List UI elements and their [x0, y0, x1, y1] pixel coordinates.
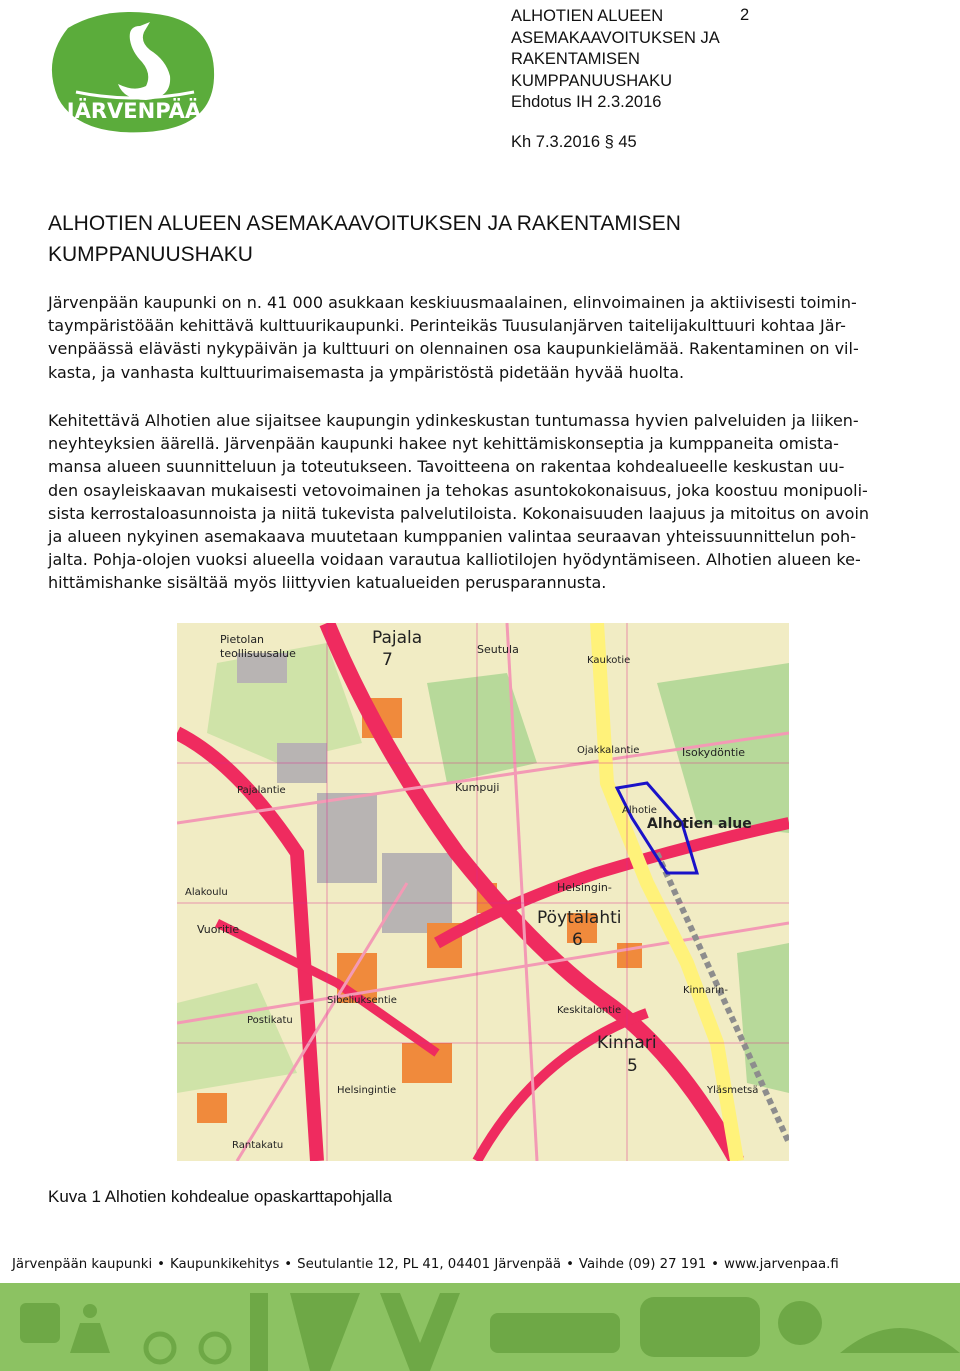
area-map: [177, 623, 789, 1161]
district-label: Pajala: [372, 628, 423, 648]
map-label: Vuoritie: [197, 923, 240, 936]
header-line: ASEMAKAAVOITUKSEN JA: [511, 28, 720, 47]
map-label: Kaukotie: [587, 655, 631, 666]
text-line: den osayleiskaavan mukaisesti vetovoimainen ja tehokas asuntokokonaisuus, joka koostuu monipuoli-: [48, 480, 868, 500]
district-label: 5: [627, 1056, 638, 1076]
intro-paragraph: [48, 291, 928, 384]
district-label: 6: [572, 930, 583, 950]
map-label: Postikatu: [247, 1015, 293, 1026]
page-number: 2: [740, 6, 750, 24]
text-line: hittämishanke sisältää myös liittyvien katualueiden perusparannusta.: [48, 573, 607, 593]
text-line: sista kerrostaloasunnoista ja niitä tukevista palvelutiloista. Kokonaisuuden laajuus ja mitoitus on avoin: [48, 503, 870, 523]
map-label: Keskitalontie: [557, 1005, 622, 1016]
footer-contact: Järvenpään kaupunki • Kaupunkikehitys • Seutulantie 12, PL 41, 04401 Järvenpää • Vaihde (09) 27 191 • www.jarvenpaa.fi: [12, 1257, 839, 1272]
map-label: Kinnarin-: [683, 985, 728, 996]
footer-item: Vaihde (09) 27 191: [578, 1257, 707, 1272]
area-label: Alhotien alue: [647, 816, 752, 832]
map-label: Pajalantie: [237, 785, 286, 796]
footer-item: Seutulantie 12, PL 41, 04401 Järvenpää: [297, 1257, 562, 1272]
page-title: [48, 208, 908, 270]
footer-pictogram-strip: [0, 1283, 960, 1371]
map-label: Yläsmetsä: [707, 1085, 759, 1096]
text-line: taympäristöään kehittävä kulttuurikaupunki. Perinteikäs Tuusulanjärven taitelijakulttuuri kohtaa Jär-: [48, 316, 846, 336]
map-label: Sibeliuksentie: [327, 995, 397, 1006]
description-paragraph: [48, 409, 928, 595]
footer-item: Järvenpään kaupunki: [12, 1257, 153, 1272]
header-line: RAKENTAMISEN: [511, 50, 640, 68]
text-line: Järvenpään kaupunki on n. 41 000 asukkaan keskiuusmaalainen, elinvoimainen ja aktiivisesti toimin-: [48, 293, 857, 312]
district-label: Pöytälahti: [537, 908, 622, 928]
map-label: Kumpuji: [455, 781, 500, 794]
text-line: neyhteyksien äärellä. Järvenpään kaupunki hakee nyt kehittämiskonseptia ja kumppaneita omista-: [48, 434, 839, 454]
map-label: Helsingin-: [557, 881, 612, 894]
map-label: teollisuusalue: [220, 647, 296, 660]
district-label: Kinnari: [597, 1033, 657, 1053]
title-line: KUMPPANUUSHAKU: [48, 243, 253, 266]
text-line: ja alueen nykyinen asemakaava muutetaan kumppanien valintaa seuraavan yhteissuunnittelun poh-: [48, 527, 856, 547]
header-line: KUMPPANUUSHAKU: [511, 71, 673, 90]
text-line: kasta, ja vanhasta kulttuurimaisemasta ja ympäristöstä pidetään hyvää huolta.: [48, 362, 685, 382]
document-header: [511, 6, 720, 114]
header-line: ALHOTIEN ALUEEN: [511, 7, 664, 25]
jarvenpaa-logo: [48, 10, 220, 135]
text-line: mansa alueen suunnitteluun ja toteutukseen. Tavoitteena on rakentaa kohdealueelle keskustan uu-: [48, 457, 845, 477]
figure-caption: Kuva 1 Alhotien kohdealue opaskarttapohjalla: [48, 1187, 393, 1206]
logo-text: JÄRVENPÄÄ: [66, 99, 202, 123]
text-line: jalta. Pohja-olojen vuoksi alueella voidaan varautua kalliotilojen hyödyntämiseen. Alhotien alueen ke-: [48, 550, 861, 570]
map-label: Isokydöntie: [682, 746, 746, 759]
title-line: ALHOTIEN ALUEEN ASEMAKAAVOITUKSEN JA RAKENTAMISEN: [48, 212, 681, 235]
map-label: Seutula: [477, 643, 519, 656]
map-label: Helsingintie: [337, 1085, 397, 1096]
header-line: Ehdotus IH 2.3.2016: [511, 93, 662, 111]
map-label: Ojakkalantie: [577, 745, 640, 756]
map-label: Alhotie: [622, 805, 657, 816]
meeting-reference: Kh 7.3.2016 § 45: [511, 133, 637, 151]
text-line: Kehitettävä Alhotien alue sijaitsee kaupungin ydinkeskustan tuntumassa hyvien palveluiden ja liiken-: [48, 411, 859, 430]
footer-link[interactable]: www.jarvenpaa.fi: [724, 1257, 839, 1272]
map-label: Alakoulu: [185, 887, 228, 898]
text-line: venpäässä elävästi nykypäivän ja kulttuuri on olennainen osa kaupunkielämää. Rakentaminen on vil-: [48, 339, 859, 359]
district-label: 7: [382, 650, 393, 670]
footer-item: Kaupunkikehitys: [169, 1257, 280, 1272]
map-label: Pietolan: [220, 633, 265, 646]
map-label: Rantakatu: [232, 1140, 284, 1151]
